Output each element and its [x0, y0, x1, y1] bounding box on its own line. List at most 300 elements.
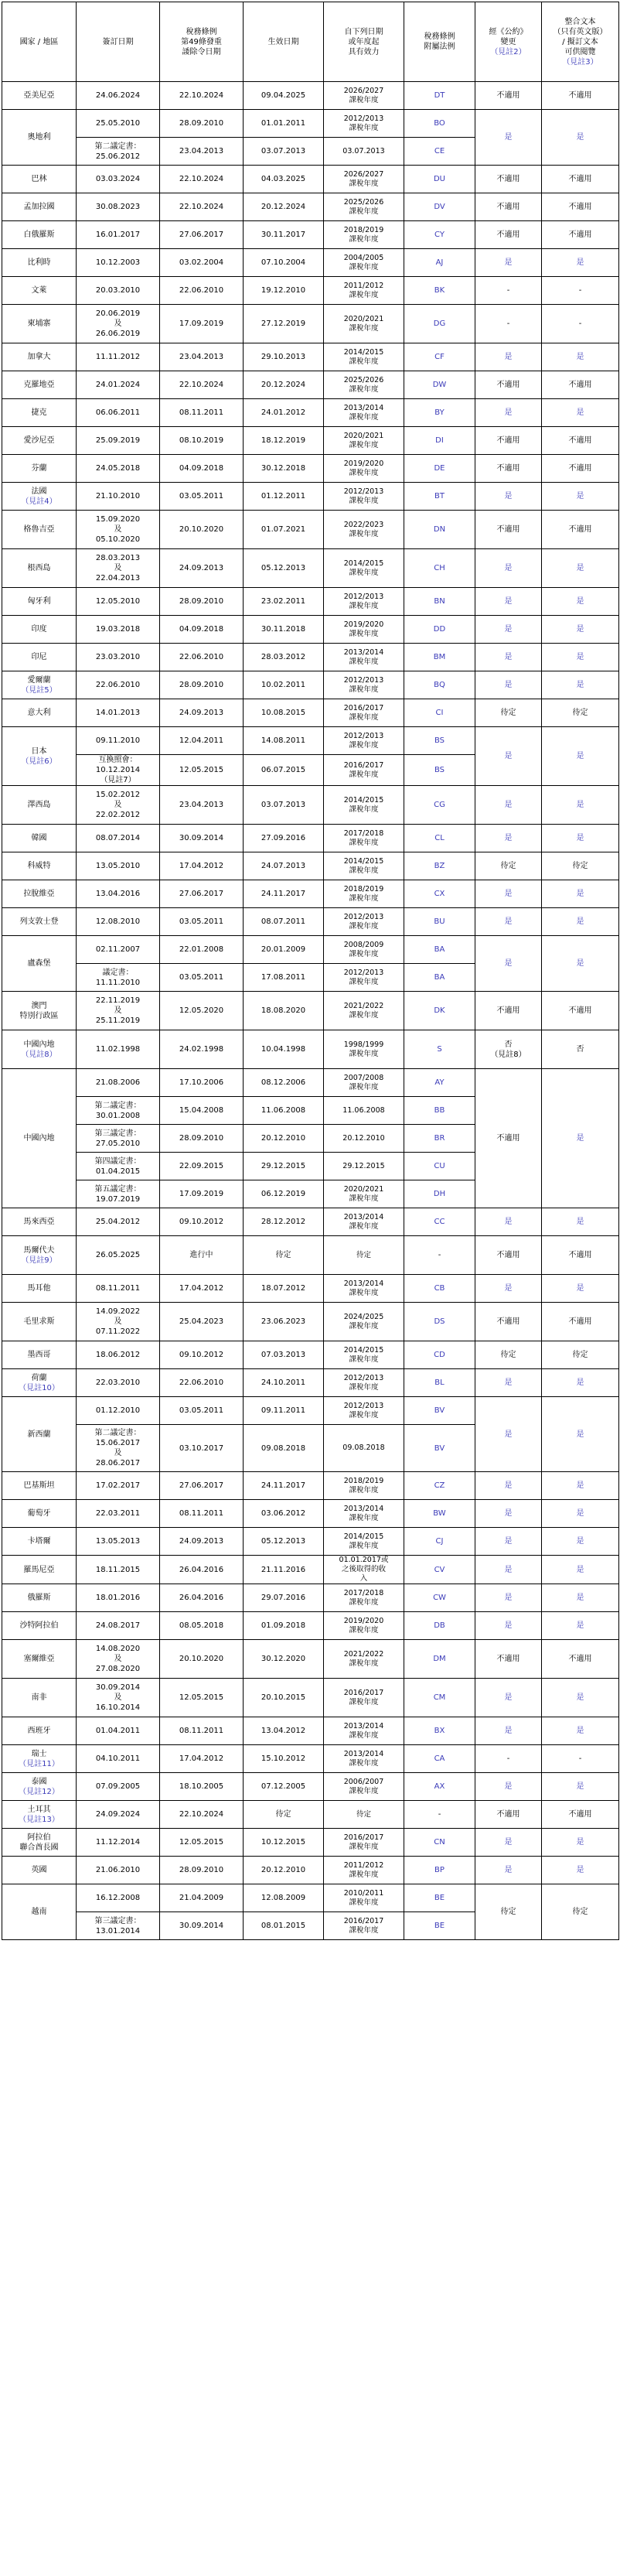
- applies-from: 2019/2020 課稅年度: [324, 1612, 404, 1640]
- effective-date: 18.08.2020: [244, 992, 324, 1030]
- modified-by-convention[interactable]: 是: [475, 110, 542, 166]
- effective-date: 23.06.2023: [244, 1303, 324, 1341]
- applies-from: 2014/2015 課稅年度: [324, 852, 404, 880]
- consolidated-text[interactable]: 是: [542, 1275, 619, 1303]
- consolidated-text[interactable]: 是: [542, 671, 619, 699]
- country-name: 毛里求斯: [2, 1303, 77, 1341]
- consolidated-text[interactable]: 是: [542, 1069, 619, 1208]
- consolidated-text[interactable]: 是: [542, 399, 619, 427]
- order-code[interactable]: BE: [404, 1884, 475, 1912]
- modified-by-convention[interactable]: 是: [475, 825, 542, 852]
- table-row: [2, 221, 619, 249]
- modified-by-convention: 待定: [475, 1884, 542, 1940]
- notified-date: 18.10.2005: [160, 1773, 244, 1801]
- country-name: 阿拉伯 聯合酋長國: [2, 1829, 77, 1857]
- order-code[interactable]: CB: [404, 1275, 475, 1303]
- applies-from: 2011/2012 課稅年度: [324, 277, 404, 305]
- country-note-link[interactable]: （見註12）: [19, 1787, 60, 1796]
- modified-by-convention[interactable]: 是: [475, 1773, 542, 1801]
- applies-from: 2014/2015 課稅年度: [324, 1341, 404, 1369]
- country-name: 巴林: [2, 166, 77, 193]
- effective-date: 18.12.2019: [244, 427, 324, 455]
- table-row: [2, 1397, 619, 1425]
- effective-date: 20.01.2009: [244, 936, 324, 964]
- modified-by-convention[interactable]: 是: [475, 1857, 542, 1884]
- country-name: 柬埔寨: [2, 305, 77, 343]
- order-code[interactable]: CH: [404, 549, 475, 588]
- modified-by-convention[interactable]: 是: [475, 1584, 542, 1612]
- table-row: [2, 1528, 619, 1556]
- notified-date: 27.06.2017: [160, 1472, 244, 1500]
- country-name: 克羅地亞: [2, 371, 77, 399]
- order-code[interactable]: BY: [404, 399, 475, 427]
- order-code[interactable]: DG: [404, 305, 475, 343]
- consolidated-text: 不適用: [542, 1801, 619, 1829]
- effective-date: 29.12.2015: [244, 1153, 324, 1180]
- order-code[interactable]: DK: [404, 992, 475, 1030]
- order-code[interactable]: BA: [404, 964, 475, 992]
- order-code[interactable]: BS: [404, 755, 475, 786]
- consolidated-text[interactable]: 是: [542, 1679, 619, 1717]
- country-name: 捷克: [2, 399, 77, 427]
- effective-date: 20.12.2010: [244, 1857, 324, 1884]
- modified-by-convention[interactable]: 是: [475, 588, 542, 616]
- consolidated-text[interactable]: 是: [542, 1584, 619, 1612]
- table-row: [2, 1236, 619, 1275]
- order-code[interactable]: AJ: [404, 249, 475, 277]
- applies-from: 2026/2027 課稅年度: [324, 166, 404, 193]
- order-code[interactable]: AY: [404, 1069, 475, 1097]
- consolidated-text[interactable]: 是: [542, 1528, 619, 1556]
- consolidated-text[interactable]: 是: [542, 936, 619, 992]
- modified-by-convention[interactable]: 是: [475, 1829, 542, 1857]
- country-name: 比利時: [2, 249, 77, 277]
- applies-from: 2020/2021 課稅年度: [324, 305, 404, 343]
- signed-date: 24.08.2017: [77, 1612, 160, 1640]
- consolidated-text: -: [542, 277, 619, 305]
- order-code[interactable]: CN: [404, 1829, 475, 1857]
- notified-date: 23.04.2013: [160, 343, 244, 371]
- order-code[interactable]: CF: [404, 343, 475, 371]
- modified-by-convention[interactable]: 是: [475, 1556, 542, 1584]
- effective-date: 10.08.2015: [244, 699, 324, 727]
- order-code[interactable]: DW: [404, 371, 475, 399]
- order-code[interactable]: CC: [404, 1208, 475, 1236]
- tax-treaty-table: [2, 2, 619, 1940]
- order-code[interactable]: BK: [404, 277, 475, 305]
- order-code[interactable]: DN: [404, 511, 475, 549]
- modified-by-convention: -: [475, 1745, 542, 1773]
- country-note-link[interactable]: （見註4）: [21, 497, 57, 506]
- notified-date: 08.05.2018: [160, 1612, 244, 1640]
- modified-by-convention[interactable]: 是: [475, 483, 542, 511]
- applies-from: 2011/2012 課稅年度: [324, 1857, 404, 1884]
- applies-from: 2012/2013 課稅年度: [324, 908, 404, 936]
- consolidated-text[interactable]: 是: [542, 908, 619, 936]
- signed-date: 01.04.2011: [77, 1717, 160, 1745]
- country-note-link[interactable]: （見註13）: [19, 1815, 60, 1824]
- country-name: 新西蘭: [2, 1397, 77, 1472]
- effective-date: 30.12.2020: [244, 1640, 324, 1679]
- modified-by-convention[interactable]: 是: [475, 671, 542, 699]
- effective-date: 09.04.2025: [244, 82, 324, 110]
- signed-date: 12.08.2010: [77, 908, 160, 936]
- order-code[interactable]: DS: [404, 1303, 475, 1341]
- signed-date: 16.12.2008: [77, 1884, 160, 1912]
- applies-from: 2017/2018 課稅年度: [324, 825, 404, 852]
- applies-from: 2017/2018 課稅年度: [324, 1584, 404, 1612]
- note-3-link[interactable]: （見註3）: [562, 57, 598, 67]
- table-row: [2, 166, 619, 193]
- notified-date: 04.09.2018: [160, 455, 244, 483]
- order-code[interactable]: CW: [404, 1584, 475, 1612]
- order-code[interactable]: BS: [404, 727, 475, 755]
- effective-date: 08.01.2015: [244, 1912, 324, 1940]
- order-code[interactable]: S: [404, 1030, 475, 1069]
- effective-date: 29.07.2016: [244, 1584, 324, 1612]
- applies-from: 2021/2022 課稅年度: [324, 1640, 404, 1679]
- order-code[interactable]: BR: [404, 1125, 475, 1153]
- consolidated-text[interactable]: 是: [542, 549, 619, 588]
- applies-from: 2012/2013 課稅年度: [324, 671, 404, 699]
- applies-from: 2012/2013 課稅年度: [324, 1397, 404, 1425]
- order-code[interactable]: BO: [404, 110, 475, 138]
- applies-from: 2013/2014 課稅年度: [324, 1500, 404, 1528]
- applies-from: 11.06.2008: [324, 1097, 404, 1125]
- country-name: 塞爾維亞: [2, 1640, 77, 1679]
- order-code[interactable]: BM: [404, 644, 475, 671]
- modified-by-convention[interactable]: 是: [475, 727, 542, 786]
- signed-date: 15.09.2020 及 05.10.2020: [77, 511, 160, 549]
- consolidated-text: 待定: [542, 852, 619, 880]
- modified-by-convention: 不適用: [475, 1801, 542, 1829]
- country-name: 澳門 特別行政區: [2, 992, 77, 1030]
- order-code[interactable]: BN: [404, 588, 475, 616]
- country-name: 愛爾蘭 （見註5）: [2, 671, 77, 699]
- modified-by-convention[interactable]: 是: [475, 1397, 542, 1472]
- applies-from: 2012/2013 課稅年度: [324, 110, 404, 138]
- country-name: 俄羅斯: [2, 1584, 77, 1612]
- order-code[interactable]: CV: [404, 1556, 475, 1584]
- consolidated-text: 待定: [542, 1341, 619, 1369]
- signed-date: 21.10.2010: [77, 483, 160, 511]
- modified-by-convention[interactable]: 是: [475, 1275, 542, 1303]
- consolidated-text[interactable]: 是: [542, 1717, 619, 1745]
- order-code[interactable]: CI: [404, 699, 475, 727]
- notified-date: 24.09.2013: [160, 699, 244, 727]
- effective-date: 18.07.2012: [244, 1275, 324, 1303]
- consolidated-text[interactable]: 是: [542, 616, 619, 644]
- order-code[interactable]: BV: [404, 1397, 475, 1425]
- signed-date: 22.11.2019 及 25.11.2019: [77, 992, 160, 1030]
- order-code[interactable]: CJ: [404, 1528, 475, 1556]
- signed-date: 18.11.2015: [77, 1556, 160, 1584]
- order-code[interactable]: DM: [404, 1640, 475, 1679]
- order-code[interactable]: BQ: [404, 671, 475, 699]
- order-code[interactable]: DT: [404, 82, 475, 110]
- applies-from: 2018/2019 課稅年度: [324, 221, 404, 249]
- order-code[interactable]: CG: [404, 786, 475, 825]
- consolidated-text[interactable]: 是: [542, 786, 619, 825]
- order-code[interactable]: DH: [404, 1180, 475, 1208]
- order-code[interactable]: BT: [404, 483, 475, 511]
- country-note-link[interactable]: （見註9）: [21, 1256, 57, 1265]
- consolidated-text[interactable]: 是: [542, 1208, 619, 1236]
- modified-by-convention[interactable]: 是: [475, 616, 542, 644]
- header-effective: 生效日期: [244, 2, 324, 82]
- order-code[interactable]: CD: [404, 1341, 475, 1369]
- modified-by-convention[interactable]: 是: [475, 936, 542, 992]
- country-note-link[interactable]: （見註8）: [21, 1050, 57, 1059]
- effective-date: 28.03.2012: [244, 644, 324, 671]
- table-row: [2, 936, 619, 964]
- order-code[interactable]: BV: [404, 1425, 475, 1472]
- effective-date: 05.12.2013: [244, 549, 324, 588]
- country-name: 英國: [2, 1857, 77, 1884]
- consolidated-text[interactable]: 是: [542, 1556, 619, 1584]
- order-code[interactable]: DI: [404, 427, 475, 455]
- notified-date: 15.04.2008: [160, 1097, 244, 1125]
- notified-date: 22.10.2024: [160, 1801, 244, 1829]
- order-code[interactable]: CX: [404, 880, 475, 908]
- order-code[interactable]: CE: [404, 138, 475, 166]
- table-row: [2, 277, 619, 305]
- consolidated-text[interactable]: 是: [542, 1773, 619, 1801]
- modified-by-convention: 否 （見註8）: [475, 1030, 542, 1069]
- table-row: [2, 1341, 619, 1369]
- modified-by-convention[interactable]: 是: [475, 1472, 542, 1500]
- table-header-row: [2, 2, 619, 82]
- order-code[interactable]: BE: [404, 1912, 475, 1940]
- consolidated-text[interactable]: 是: [542, 588, 619, 616]
- table-row: [2, 343, 619, 371]
- table-row: [2, 852, 619, 880]
- order-code[interactable]: BA: [404, 936, 475, 964]
- modified-by-convention[interactable]: 是: [475, 1679, 542, 1717]
- applies-from: 2012/2013 課稅年度: [324, 588, 404, 616]
- order-code[interactable]: CM: [404, 1679, 475, 1717]
- order-code[interactable]: BB: [404, 1097, 475, 1125]
- signed-date: 16.01.2017: [77, 221, 160, 249]
- applies-from: 2014/2015 課稅年度: [324, 786, 404, 825]
- order-code[interactable]: DD: [404, 616, 475, 644]
- consolidated-text[interactable]: 是: [542, 110, 619, 166]
- country-name: 愛沙尼亞: [2, 427, 77, 455]
- applies-from: 2018/2019 課稅年度: [324, 1472, 404, 1500]
- applies-from: 2008/2009 課稅年度: [324, 936, 404, 964]
- signed-date: 24.01.2024: [77, 371, 160, 399]
- modified-by-convention: 不適用: [475, 1640, 542, 1679]
- modified-by-convention[interactable]: 是: [475, 343, 542, 371]
- modified-by-convention: 不適用: [475, 193, 542, 221]
- consolidated-text[interactable]: 是: [542, 1829, 619, 1857]
- notified-date: 12.05.2015: [160, 1829, 244, 1857]
- modified-by-convention[interactable]: 是: [475, 644, 542, 671]
- signed-date: 第二議定書： 15.06.2017 及 28.06.2017: [77, 1425, 160, 1472]
- notified-date: 22.10.2024: [160, 82, 244, 110]
- country-note-link[interactable]: （見註11）: [19, 1759, 60, 1768]
- effective-date: 13.04.2012: [244, 1717, 324, 1745]
- table-row: [2, 671, 619, 699]
- country-name: 格魯吉亞: [2, 511, 77, 549]
- applies-from: 2013/2014 課稅年度: [324, 1275, 404, 1303]
- effective-date: 05.12.2013: [244, 1528, 324, 1556]
- modified-by-convention: 不適用: [475, 82, 542, 110]
- country-name: 匈牙利: [2, 588, 77, 616]
- table-row: [2, 699, 619, 727]
- consolidated-text[interactable]: 是: [542, 727, 619, 786]
- effective-date: 01.07.2021: [244, 511, 324, 549]
- modified-by-convention[interactable]: 是: [475, 1500, 542, 1528]
- order-code[interactable]: BU: [404, 908, 475, 936]
- consolidated-text: 不適用: [542, 166, 619, 193]
- table-row: [2, 588, 619, 616]
- notified-date: 03.02.2004: [160, 249, 244, 277]
- order-code[interactable]: CL: [404, 825, 475, 852]
- order-code[interactable]: BZ: [404, 852, 475, 880]
- consolidated-text: 不適用: [542, 1640, 619, 1679]
- notified-date: 22.10.2024: [160, 371, 244, 399]
- effective-date: 20.12.2024: [244, 193, 324, 221]
- order-code[interactable]: DV: [404, 193, 475, 221]
- notified-date: 26.04.2016: [160, 1584, 244, 1612]
- order-code[interactable]: AX: [404, 1773, 475, 1801]
- consolidated-text[interactable]: 是: [542, 1472, 619, 1500]
- order-code[interactable]: CY: [404, 221, 475, 249]
- signed-date: 18.01.2016: [77, 1584, 160, 1612]
- country-name: 葡萄牙: [2, 1500, 77, 1528]
- applies-from: 01.01.2017或 之後取得的收 入: [324, 1556, 404, 1584]
- order-code[interactable]: BX: [404, 1717, 475, 1745]
- country-note-link[interactable]: （見註10）: [19, 1383, 60, 1392]
- country-note-link[interactable]: （見註6）: [21, 757, 57, 766]
- note-2-link[interactable]: （見註2）: [490, 47, 526, 56]
- country-name: 馬爾代夫 （見註9）: [2, 1236, 77, 1275]
- applies-from: 2021/2022 課稅年度: [324, 992, 404, 1030]
- consolidated-text[interactable]: 是: [542, 343, 619, 371]
- effective-date: 28.12.2012: [244, 1208, 324, 1236]
- order-code[interactable]: DE: [404, 455, 475, 483]
- modified-by-convention[interactable]: 是: [475, 1612, 542, 1640]
- applies-from: 2016/2017 課稅年度: [324, 755, 404, 786]
- consolidated-text[interactable]: 是: [542, 825, 619, 852]
- order-code[interactable]: CZ: [404, 1472, 475, 1500]
- table-row: [2, 825, 619, 852]
- modified-by-convention[interactable]: 是: [475, 880, 542, 908]
- order-code[interactable]: DB: [404, 1612, 475, 1640]
- notified-date: 26.04.2016: [160, 1556, 244, 1584]
- order-code[interactable]: DU: [404, 166, 475, 193]
- country-name: 印尼: [2, 644, 77, 671]
- order-code[interactable]: CU: [404, 1153, 475, 1180]
- consolidated-text[interactable]: 是: [542, 1500, 619, 1528]
- consolidated-text: 不適用: [542, 1303, 619, 1341]
- order-code[interactable]: BP: [404, 1857, 475, 1884]
- effective-date: 27.09.2016: [244, 825, 324, 852]
- modified-by-convention[interactable]: 是: [475, 1369, 542, 1397]
- consolidated-text[interactable]: 是: [542, 249, 619, 277]
- modified-by-convention[interactable]: 是: [475, 249, 542, 277]
- table-row: [2, 371, 619, 399]
- consolidated-text: 不適用: [542, 371, 619, 399]
- signed-date: 11.11.2012: [77, 343, 160, 371]
- effective-date: 21.11.2016: [244, 1556, 324, 1584]
- consolidated-text[interactable]: 是: [542, 1857, 619, 1884]
- notified-date: 21.04.2009: [160, 1884, 244, 1912]
- applies-from: 2020/2021 課稅年度: [324, 1180, 404, 1208]
- consolidated-text[interactable]: 是: [542, 880, 619, 908]
- consolidated-text[interactable]: 是: [542, 1369, 619, 1397]
- notified-date: 20.10.2020: [160, 1640, 244, 1679]
- applies-from: 20.12.2010: [324, 1125, 404, 1153]
- applies-from: 待定: [324, 1801, 404, 1829]
- applies-from: 2013/2014 課稅年度: [324, 644, 404, 671]
- table-row: [2, 1069, 619, 1097]
- order-code[interactable]: CA: [404, 1745, 475, 1773]
- signed-date: 30.08.2023: [77, 193, 160, 221]
- applies-from: 2016/2017 課稅年度: [324, 1679, 404, 1717]
- notified-date: 04.09.2018: [160, 616, 244, 644]
- modified-by-convention[interactable]: 是: [475, 908, 542, 936]
- signed-date: 12.05.2010: [77, 588, 160, 616]
- order-code[interactable]: BW: [404, 1500, 475, 1528]
- modified-by-convention[interactable]: 是: [475, 786, 542, 825]
- modified-by-convention[interactable]: 是: [475, 549, 542, 588]
- order-code[interactable]: BL: [404, 1369, 475, 1397]
- country-note-link[interactable]: （見註5）: [21, 685, 57, 695]
- header-notified: 稅務條例 第49條發重 諉除令日期: [160, 2, 244, 82]
- notified-date: 25.04.2023: [160, 1303, 244, 1341]
- modified-by-convention: 不適用: [475, 455, 542, 483]
- signed-date: 24.09.2024: [77, 1801, 160, 1829]
- effective-date: 06.12.2019: [244, 1180, 324, 1208]
- notified-date: 08.11.2011: [160, 399, 244, 427]
- modified-by-convention[interactable]: 是: [475, 1528, 542, 1556]
- signed-date: 議定書： 11.11.2010: [77, 964, 160, 992]
- signed-date: 第二議定書： 25.06.2012: [77, 138, 160, 166]
- notified-date: 23.04.2013: [160, 138, 244, 166]
- consolidated-text: 不適用: [542, 82, 619, 110]
- notified-date: 23.04.2013: [160, 786, 244, 825]
- signed-date: 09.11.2010: [77, 727, 160, 755]
- consolidated-text: 待定: [542, 699, 619, 727]
- notified-date: 17.04.2012: [160, 1745, 244, 1773]
- table-row: [2, 399, 619, 427]
- consolidated-text[interactable]: 是: [542, 483, 619, 511]
- modified-by-convention: 待定: [475, 699, 542, 727]
- signed-date: 10.12.2003: [77, 249, 160, 277]
- consolidated-text[interactable]: 是: [542, 644, 619, 671]
- modified-by-convention[interactable]: 是: [475, 1208, 542, 1236]
- notified-date: 24.02.1998: [160, 1030, 244, 1069]
- table-row: [2, 1884, 619, 1912]
- consolidated-text: 不適用: [542, 455, 619, 483]
- applies-from: 2012/2013 課稅年度: [324, 483, 404, 511]
- notified-date: 28.09.2010: [160, 1857, 244, 1884]
- consolidated-text[interactable]: 是: [542, 1612, 619, 1640]
- effective-date: 11.06.2008: [244, 1097, 324, 1125]
- notified-date: 08.11.2011: [160, 1500, 244, 1528]
- table-row: [2, 1208, 619, 1236]
- country-name: 奧地利: [2, 110, 77, 166]
- consolidated-text[interactable]: 是: [542, 1397, 619, 1472]
- modified-by-convention[interactable]: 是: [475, 1717, 542, 1745]
- country-name: 巴基斯坦: [2, 1472, 77, 1500]
- modified-by-convention[interactable]: 是: [475, 399, 542, 427]
- effective-date: 08.07.2011: [244, 908, 324, 936]
- applies-from: 2016/2017 課稅年度: [324, 1912, 404, 1940]
- signed-date: 第三議定書： 13.01.2014: [77, 1912, 160, 1940]
